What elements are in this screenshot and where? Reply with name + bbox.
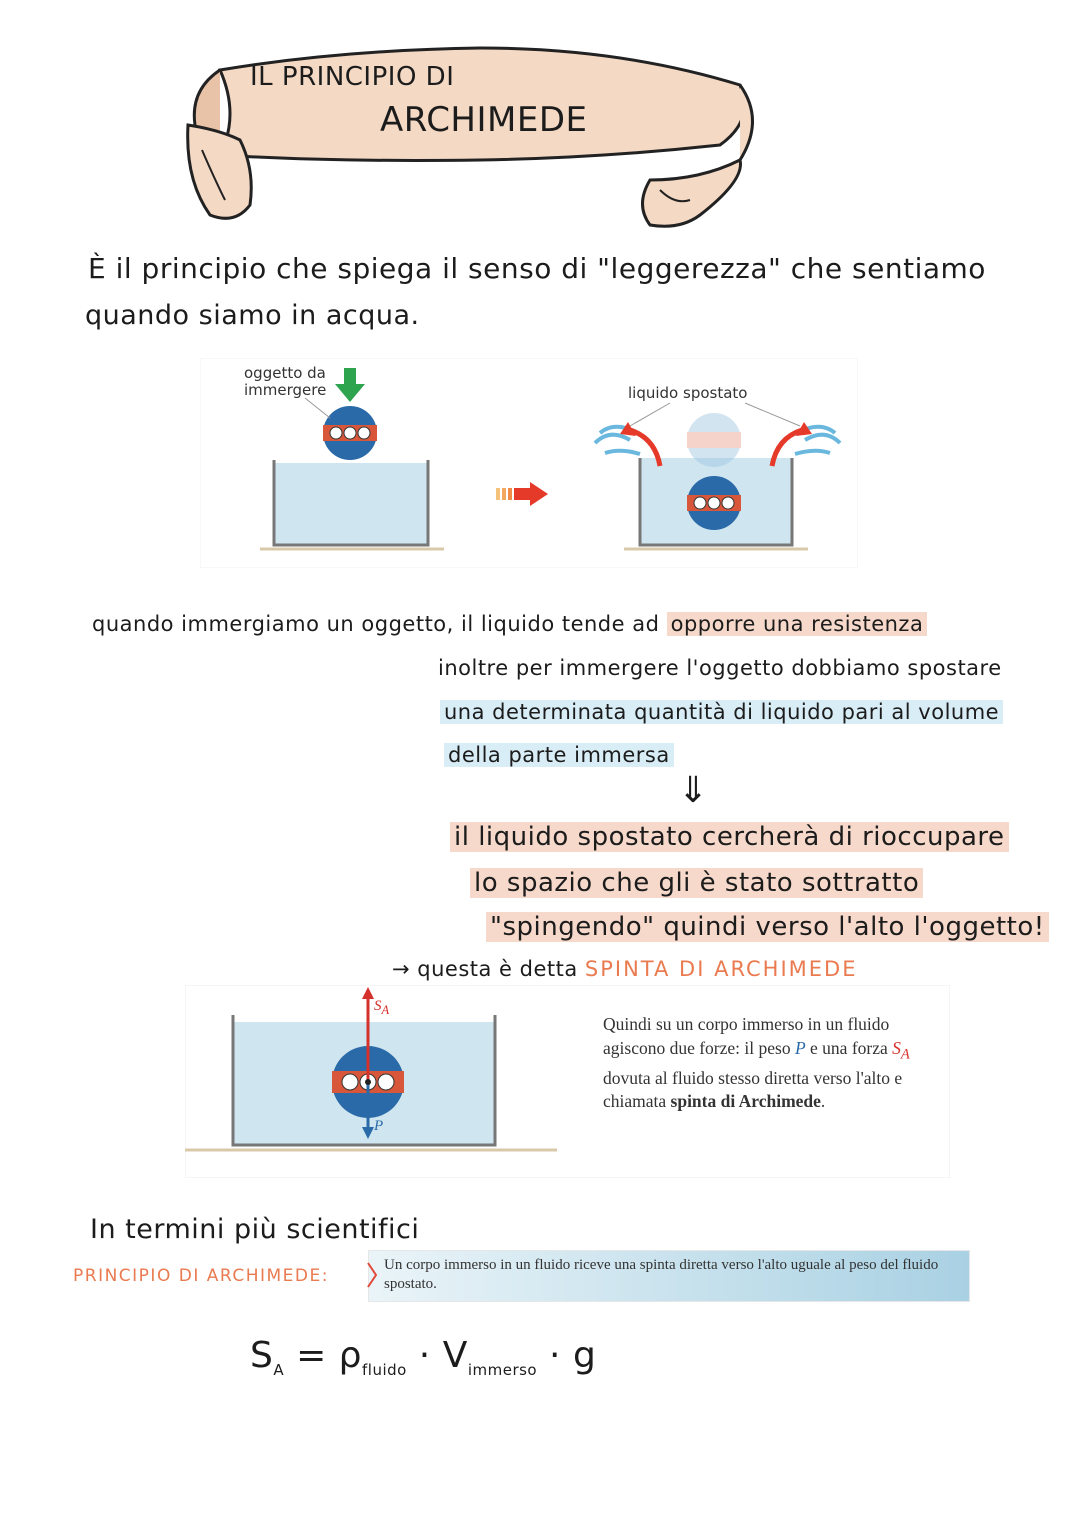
spinta-label: SPINTA DI ARCHIMEDE xyxy=(584,957,858,981)
label-p: P xyxy=(374,1118,384,1134)
quote-part-a: Quindi su un corpo immerso in un fluido agiscono due forze: il peso xyxy=(603,1014,890,1058)
ghost-ball-icon xyxy=(687,413,741,467)
intro-line-2: quando siamo in acqua. xyxy=(85,300,420,331)
left-tank-water xyxy=(274,463,428,545)
formula-eq-rho: = ρ xyxy=(284,1335,363,1376)
formula-s-sub: A xyxy=(273,1361,285,1380)
implies-arrow-icon: ⇓ xyxy=(678,770,709,811)
quote-end: . xyxy=(820,1091,826,1111)
paragraph-line-4-text: della parte immersa xyxy=(444,743,674,767)
formula-g: · g xyxy=(537,1335,597,1376)
paragraph-line-3 xyxy=(440,700,1003,724)
label-object-to-immerse xyxy=(244,365,326,399)
paragraph-line-2: inoltre per immergere l'oggetto dobbiamo spostare xyxy=(438,656,1002,680)
label-sa xyxy=(374,998,389,1018)
chevron-right-icon xyxy=(366,1257,378,1293)
forces-quote xyxy=(603,1013,933,1114)
paragraph-line-1 xyxy=(92,612,927,636)
label-sa-sub: A xyxy=(381,1003,390,1017)
label-object-line-1: oggetto da xyxy=(244,364,326,382)
paragraph-line-6-text: lo spazio che gli è stato sottratto xyxy=(470,868,923,898)
title-line-1: IL PRINCIPIO DI xyxy=(250,62,455,92)
formula-v-sub: immerso xyxy=(467,1361,538,1380)
paragraph-line-5 xyxy=(450,822,1009,852)
paragraph-line-7 xyxy=(486,912,1049,942)
quote-p: P xyxy=(794,1037,806,1058)
label-object-line-2: immergere xyxy=(244,381,327,399)
paragraph-line-8-a: → questa è detta xyxy=(392,957,585,981)
formula-s: S xyxy=(250,1335,274,1376)
buoyancy-formula xyxy=(250,1335,596,1379)
formula-rho-sub: fluido xyxy=(362,1361,407,1380)
paragraph-line-4 xyxy=(444,743,674,767)
quote-s-sub: A xyxy=(900,1046,910,1062)
quote-part-c: dovuta al fluido stesso diretta verso l'alto e chiamata xyxy=(603,1067,903,1111)
quote-bold: spinta di Archimede xyxy=(670,1091,821,1111)
paragraph-line-1-highlight: opporre una resistenza xyxy=(667,612,928,636)
label-displaced-liquid: liquido spostato xyxy=(628,384,748,402)
paragraph-line-6 xyxy=(470,868,923,898)
paragraph-line-5-text: il liquido spostato cercherà di rioccupare xyxy=(450,822,1009,852)
quote-part-b: e una forza xyxy=(805,1037,893,1058)
paragraph-line-8 xyxy=(392,957,857,981)
label-sa-letter: S xyxy=(374,998,382,1014)
submerged-ball-icon xyxy=(687,476,741,530)
principle-definition: Un corpo immerso in un fluido riceve una spinta diretta verso l'alto uguale al peso del fluido spostato. xyxy=(384,1257,939,1292)
formula-v: · V xyxy=(406,1335,468,1376)
principle-label: PRINCIPIO DI ARCHIMEDE: xyxy=(73,1266,329,1286)
scientific-heading: In termini più scientifici xyxy=(90,1214,420,1245)
title-line-2: ARCHIMEDE xyxy=(380,100,588,140)
ball-icon xyxy=(323,406,377,460)
paragraph-line-3-text: una determinata quantità di liquido pari al volume xyxy=(440,700,1003,724)
paragraph-line-1-a: quando immergiamo un oggetto, il liquido tende ad xyxy=(92,612,667,636)
paragraph-line-7-text: "spingendo" quindi verso l'alto l'oggetto! xyxy=(486,912,1049,942)
quote-s: S xyxy=(892,1037,901,1058)
intro-line-1: È il principio che spiega il senso di "leggerezza" che sentiamo xyxy=(88,252,986,285)
